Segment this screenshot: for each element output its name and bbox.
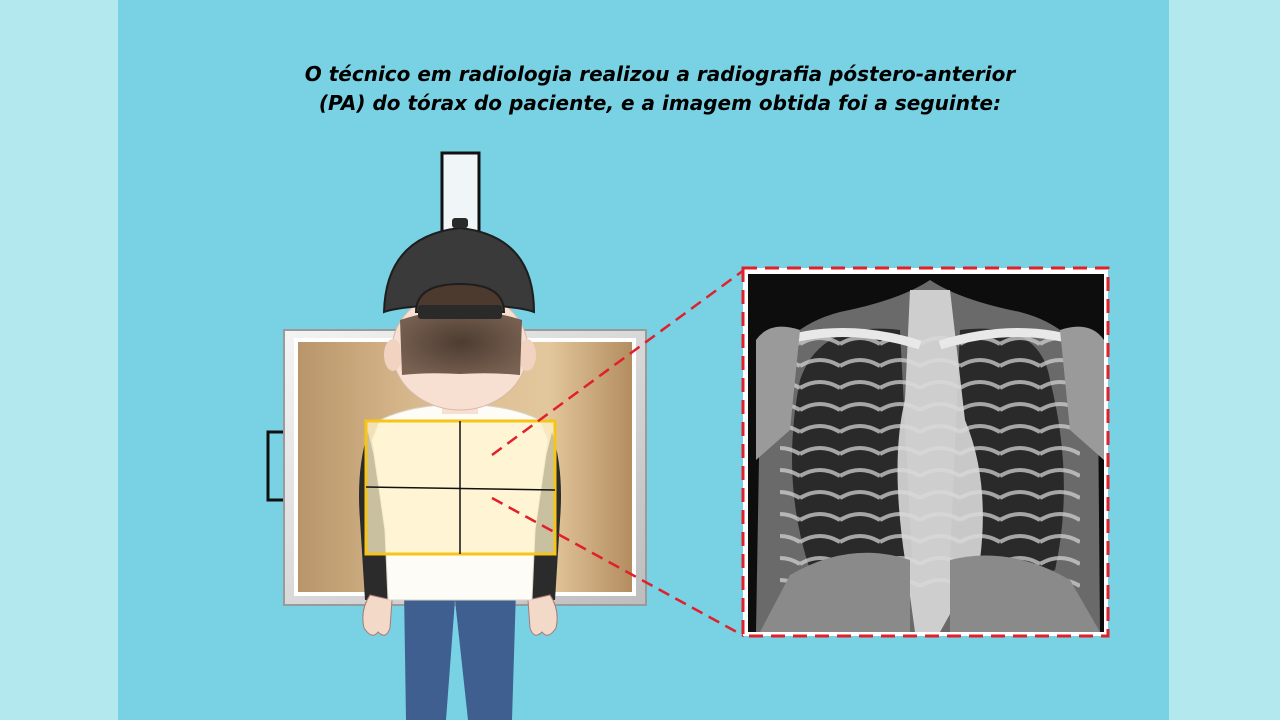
chest-xray-image: [743, 268, 1108, 636]
collimation-field: [366, 421, 555, 554]
caption-line-1: O técnico em radiologia realizou a radiografia póstero-anterior: [304, 62, 1016, 86]
caption-line-2: (PA) do tórax do paciente, e a imagem obtida foi a seguinte:: [318, 91, 1002, 115]
